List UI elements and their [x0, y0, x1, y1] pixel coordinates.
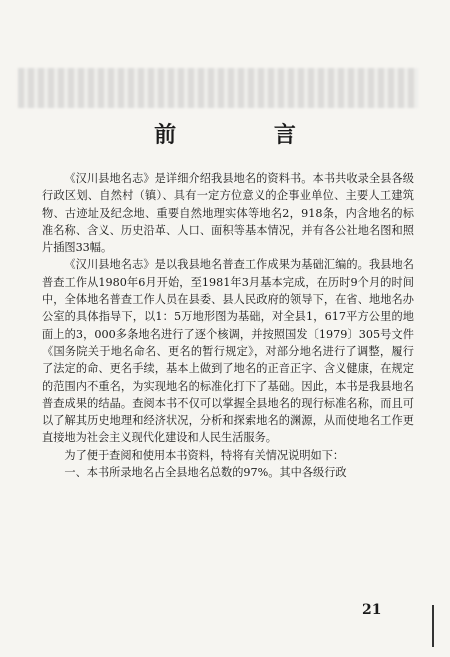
paragraph-2: 《汉川县地名志》是以我县地名普查工作成果为基础汇编的。我县地名普查工作从1980年6月开始，至1981年3月基本完成，在历时9个月的时间中，全体地名普查工作人员在县委、县人民政府的领导下，在省、地地名办公室的具体指导下，以1：5万地形图为基础，对全县1，617平方公里的地面上的3，000多条地名进行了逐个核调，并按照国发〔1979〕305号文件《国务院关于地名命名、更名的暂行规定》，对部分地名进行了调整，履行了法定的命、更名手续，基本上做到了地名的正音正字、含义健康，在规定的范围内不重名，为实现地名的标准化打下了基础。因此，本书是我县地名普查成果的结晶。查阅本书不仅可以掌握全县地名的现行标准名称，而且可以了解其历史地理和经济状况，分析和探索地名的渊源，从而使地名工作更直接地为社会主义现代化建设和人民生活服务。	[42, 258, 414, 445]
edge-mark	[432, 605, 434, 647]
header-smudge	[18, 68, 418, 108]
title-char-1: 前	[154, 122, 177, 148]
paragraph-3: 为了便于查阅和使用本书资料，特将有关情况说明如下：	[64, 448, 345, 462]
paragraph-1: 《汉川县地名志》是详细介绍我县地名的资料书。本书共收录全县各级行政区划、自然村（镇）、具有一定方位意义的企事业单位、主要人工建筑物、古迹址及纪念地、重要自然地理实体等地名2，918条，内含地名的标准名称、含义、历史沿革、人口、面积等基本情况，并有各公社地名图和照片插图33幅。	[42, 172, 414, 255]
page-number: 21	[362, 602, 382, 618]
title-char-2: 言	[273, 122, 296, 148]
body-text	[42, 170, 414, 481]
page-title	[0, 118, 450, 149]
paragraph-4: 一、本书所录地名占全县地名总数的97%。其中各级行政	[64, 466, 347, 480]
